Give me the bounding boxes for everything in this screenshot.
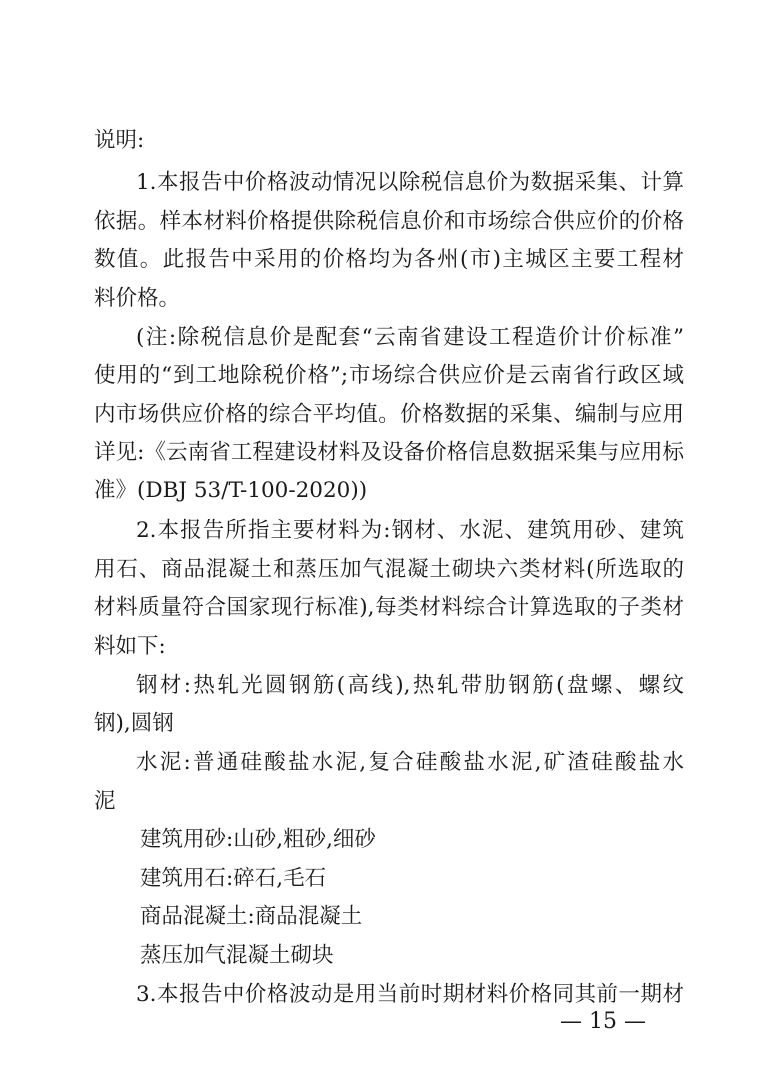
sand-line: 建筑用砂:山砂,粗砂,细砂 xyxy=(140,827,376,852)
paragraph-1-line-4: 料价格。 xyxy=(94,286,181,311)
paragraph-1-line-1: 1.本报告中价格波动情况以除税信息价为数据采集、计算 xyxy=(136,170,684,195)
paragraph-2-line-3: 材料质量符合国家现行标准),每类材料综合计算选取的子类材 xyxy=(94,595,684,620)
paragraph-2-line-2: 用石、商品混凝土和蒸压加气混凝土砌块六类材料(所选取的 xyxy=(94,557,684,582)
steel-line-1: 钢材:热轧光圆钢筋(高线),热轧带肋钢筋(盘螺、螺纹 xyxy=(136,673,684,698)
paragraph-2-line-4: 料如下: xyxy=(94,634,166,659)
note-line-5: 准》(DBJ 53/T-100-2020)) xyxy=(94,478,368,503)
block-line: 蒸压加气混凝土砌块 xyxy=(140,943,334,968)
note-line-2: 使用的“到工地除税价格”;市场综合供应价是云南省行政区域 xyxy=(94,363,684,388)
note-line-3: 内市场供应价格的综合平均值。价格数据的采集、编制与应用 xyxy=(94,402,684,427)
paragraph-1-line-2: 依据。样本材料价格提供除税信息价和市场综合供应价的价格 xyxy=(94,209,684,234)
cement-line-1: 水泥:普通硅酸盐水泥,复合硅酸盐水泥,矿渣硅酸盐水 xyxy=(136,750,684,775)
stone-line: 建筑用石:碎石,毛石 xyxy=(140,866,327,891)
concrete-line: 商品混凝土:商品混凝土 xyxy=(140,904,363,929)
cement-line-2: 泥 xyxy=(94,789,116,814)
paragraph-2-line-1: 2.本报告所指主要材料为:钢材、水泥、建筑用砂、建筑 xyxy=(136,518,684,543)
page-number: — 15 — xyxy=(560,1009,646,1034)
note-line-1: (注:除税信息价是配套“云南省建设工程造价计价标准” xyxy=(136,325,684,350)
note-line-4: 详见:《云南省工程建设材料及设备价格信息数据采集与应用标 xyxy=(94,440,684,465)
paragraph-3-line-1: 3.本报告中价格波动是用当前时期材料价格同其前一期材 xyxy=(136,982,684,1007)
paragraph-1-line-3: 数值。此报告中采用的价格均为各州(市)主城区主要工程材 xyxy=(94,247,684,272)
section-heading: 说明: xyxy=(94,128,145,153)
steel-line-2: 钢),圆钢 xyxy=(94,711,174,736)
